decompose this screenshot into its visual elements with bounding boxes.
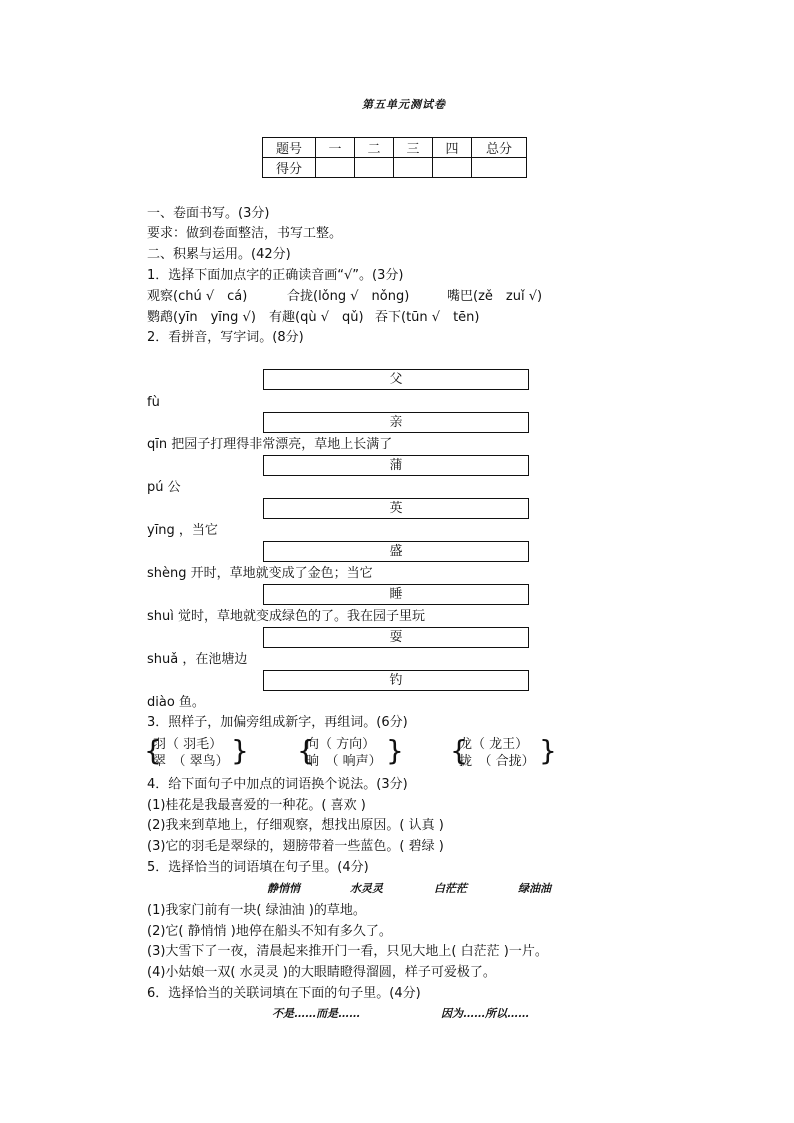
score-cell[interactable]: [355, 158, 394, 178]
pinyin-line: shuì 觉时，草地就变成绿色的了。我在园子里玩: [147, 609, 425, 624]
table-row: [263, 138, 527, 158]
word-choice: 绿油油: [518, 882, 551, 895]
table-row: [263, 158, 527, 178]
sentence-item: (3)它的羽毛是翠绿的，翅膀带着一些蓝色。( 碧绿 ): [147, 839, 444, 854]
answer-box[interactable]: 英: [263, 498, 529, 519]
pinyin-line: diào 鱼。: [147, 695, 205, 710]
left-brace: {: [144, 734, 162, 767]
word-choice: 因为……所以……: [441, 1007, 529, 1020]
pinyin-option: 合拢(lǒng √ nǒng): [287, 289, 410, 304]
table-cell: 一: [316, 138, 355, 158]
page-title: 第五单元测试卷: [362, 98, 446, 111]
sentence-item: (2)我来到草地上，仔细观察，想找出原因。( 认真 ): [147, 818, 444, 833]
right-brace: }: [539, 734, 557, 767]
group-item: 羽（ 羽毛）: [153, 737, 223, 752]
table-cell: 四: [433, 138, 472, 158]
pinyin-option: 吞下(tūn √ tēn): [375, 310, 480, 325]
word-choice: 不是……而是……: [272, 1007, 360, 1020]
answer-box[interactable]: 盛: [263, 541, 529, 562]
sentence-item: (1)桂花是我最喜爱的一种花。( 喜欢 ): [147, 798, 366, 813]
pinyin-line: shuǎ ，在池塘边: [147, 652, 248, 667]
section-heading: 二、积累与运用。(42分): [147, 247, 291, 262]
question-prompt: 4．给下面句子中加点的词语换个说法。(3分): [147, 777, 408, 792]
table-cell: 二: [355, 138, 394, 158]
sentence-item: (4)小姑娘一双( 水灵灵 )的大眼睛瞪得溜圆，样子可爱极了。: [147, 965, 496, 980]
right-brace: }: [231, 734, 249, 767]
pinyin-line: pú 公: [147, 480, 181, 495]
pinyin-option: 嘴巴(zě zuǐ √): [447, 289, 543, 304]
right-brace: }: [386, 734, 404, 767]
pinyin-line: fù: [147, 395, 160, 410]
word-choice: 白茫茫: [434, 882, 467, 895]
sentence-item: (3)大雪下了一夜，清晨起来推开门一看，只见大地上( 白茫茫 )一片。: [147, 944, 548, 959]
question-prompt: 3．照样子，加偏旁组成新字，再组词。(6分): [147, 715, 408, 730]
group-item: 拢 （ 合拢）: [459, 754, 535, 769]
group-item: 翠 （ 翠鸟）: [153, 754, 229, 769]
group-item: 龙（ 龙王）: [459, 737, 529, 752]
score-cell[interactable]: [472, 158, 527, 178]
pinyin-line: shèng 开时，草地就变成了金色；当它: [147, 566, 373, 581]
question-prompt: 1．选择下面加点字的正确读音画“√”。(3分): [147, 268, 404, 283]
question-prompt: 5．选择恰当的词语填在句子里。(4分): [147, 860, 369, 875]
answer-box[interactable]: 蒲: [263, 455, 529, 476]
pinyin-line: yīng ，当它: [147, 523, 218, 538]
score-cell[interactable]: [316, 158, 355, 178]
pinyin-option: 有趣(qù √ qǔ): [269, 310, 364, 325]
table-cell: 题号: [263, 138, 316, 158]
pinyin-option: 鹦鹉(yīn yīng √): [147, 310, 256, 325]
answer-box[interactable]: 耍: [263, 627, 529, 648]
word-choice: 水灵灵: [350, 882, 383, 895]
requirement-text: 要求：做到卷面整洁，书写工整。: [147, 226, 343, 241]
score-cell[interactable]: [433, 158, 472, 178]
group-item: 向（ 方向）: [306, 737, 376, 752]
table-cell: 总分: [472, 138, 527, 158]
word-choice: 静悄悄: [267, 882, 300, 895]
left-brace: {: [297, 734, 315, 767]
pinyin-option: 观察(chú √ cá): [147, 289, 248, 304]
question-prompt: 6．选择恰当的关联词填在下面的句子里。(4分): [147, 986, 421, 1001]
answer-box[interactable]: 睡: [263, 584, 529, 605]
question-prompt: 2．看拼音，写字词。(8分): [147, 330, 304, 345]
score-cell[interactable]: [394, 158, 433, 178]
answer-box[interactable]: 亲: [263, 412, 529, 433]
sentence-item: (1)我家门前有一块( 绿油油 )的草地。: [147, 903, 366, 918]
table-cell: 得分: [263, 158, 316, 178]
left-brace: {: [450, 734, 468, 767]
group-item: 晌 （ 响声）: [306, 754, 382, 769]
sentence-item: (2)它( 静悄悄 )地停在船头不知有多久了。: [147, 924, 392, 939]
answer-box[interactable]: 父: [263, 369, 529, 390]
score-table: [262, 137, 527, 178]
table-cell: 三: [394, 138, 433, 158]
pinyin-line: qīn 把园子打理得非常漂亮，草地上长满了: [147, 437, 393, 452]
answer-box[interactable]: 钓: [263, 670, 529, 691]
section-heading: 一、卷面书写。(3分): [147, 206, 270, 221]
